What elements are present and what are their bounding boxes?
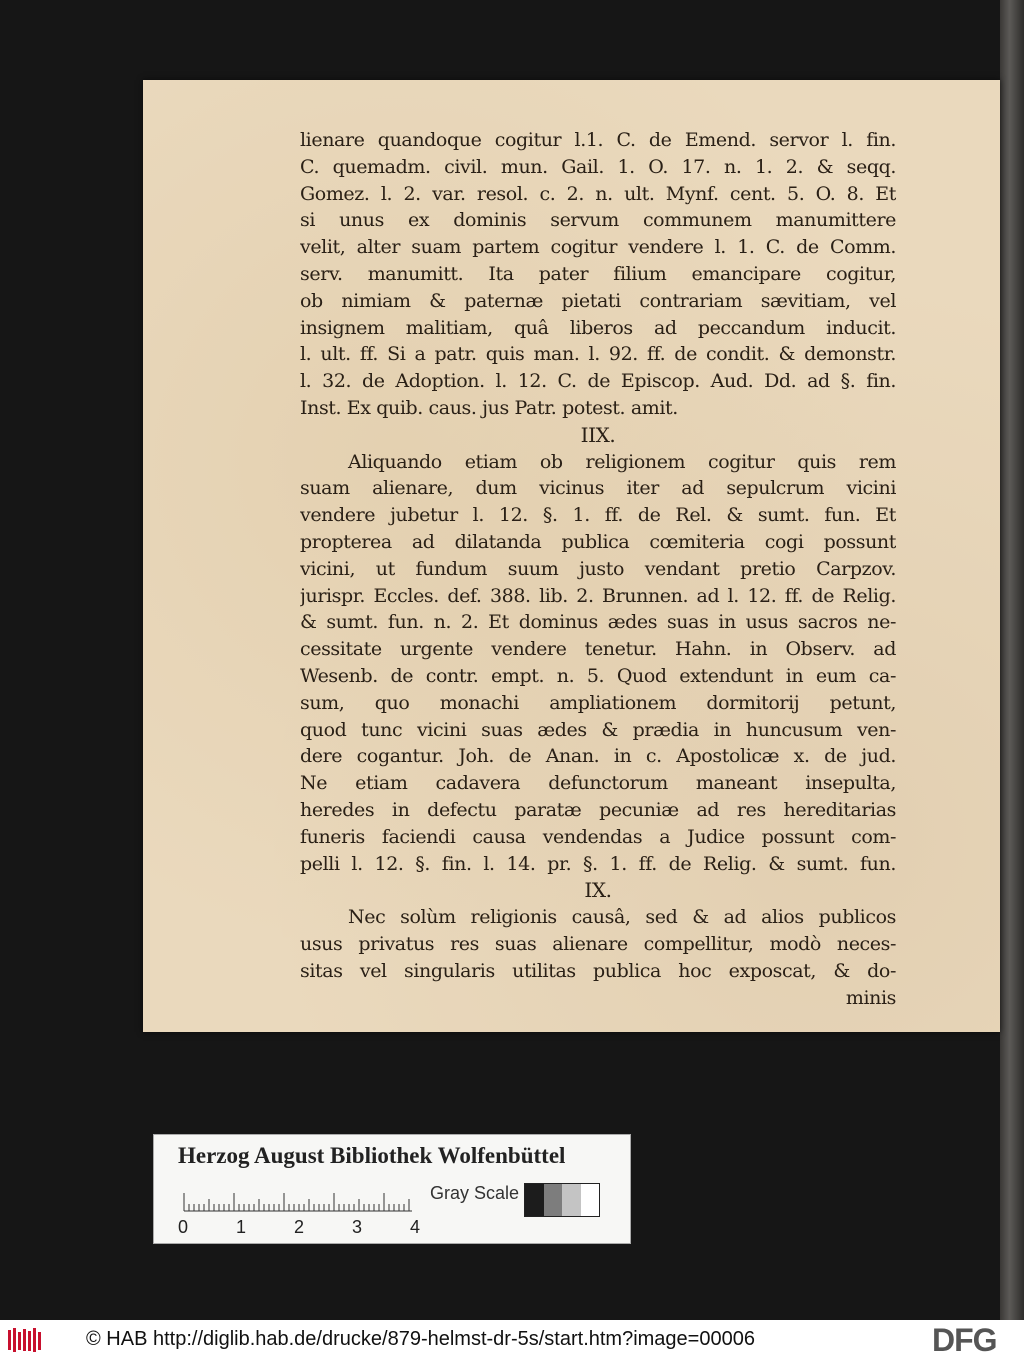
copyright-link[interactable]: © HAB http://diglib.hab.de/drucke/879-helmst-dr-5s/start.htm?image=00006 <box>86 1328 755 1350</box>
text-line: velit, alter suam partem cogitur vendere l. 1. C. de Comm. <box>300 236 896 259</box>
text-line: vicini, ut fundum suum justo vendant pretio Carpzov. <box>300 557 896 580</box>
text-line: dere cogantur. Joh. de Anan. in c. Apostolicæ x. de jud. <box>300 745 896 768</box>
gray-swatch <box>581 1184 600 1216</box>
ruler-number: 4 <box>410 1217 421 1237</box>
dfg-logo: DFG <box>932 1322 997 1358</box>
text-line: funeris faciendi causa vendendas a Judice possunt com- <box>300 825 896 848</box>
text-line: lienare quandoque cogitur l.1. C. de Emend. servor l. fin. <box>300 129 896 151</box>
text-line: l. 32. de Adoption. l. 12. C. de Episcop. Aud. Dd. ad §. fin. <box>300 370 896 393</box>
hab-logo-icon <box>6 1326 46 1354</box>
text-line: serv. manumitt. Ita pater filium emancipare cogitur, <box>300 262 896 285</box>
text-line: sum, quo monachi ampliationem dormitorij petunt, <box>300 691 896 714</box>
text-line: si unus ex dominis servum communem manumittere <box>300 209 896 232</box>
text-line: Inst. Ex quib. caus. jus Patr. potest. amit. <box>300 396 678 419</box>
text-line: Aliquando etiam ob religionem cogitur quis rem <box>348 450 896 473</box>
ruler-number: 1 <box>236 1217 247 1237</box>
text-line: & sumt. fun. n. 2. Et dominus ædes suas in usus sacros ne- <box>300 611 896 634</box>
gray-scale-label: Gray Scale <box>430 1183 520 1203</box>
text-line: Gomez. l. 2. var. resol. c. 2. n. ult. Mynf. cent. 5. O. 8. Et <box>300 182 896 205</box>
text-line: jurispr. Eccles. def. 388. lib. 2. Brunnen. ad l. 12. ff. de Relig. <box>300 584 896 607</box>
text-line: quod tunc vicini suas ædes & prædia in huncusum ven- <box>300 718 896 741</box>
text-line: heredes in defectu paratæ pecuniæ ad res hereditarias <box>300 798 896 821</box>
gray-swatch <box>525 1184 544 1216</box>
book-cover-edge <box>1000 0 1024 1320</box>
gray-scale-swatches <box>524 1183 600 1217</box>
text-line: pelli l. 12. §. fin. l. 14. pr. §. 1. ff. de Relig. & sumt. fun. <box>300 852 896 875</box>
text-line: ob nimiam & paternæ pietati contrariam sævitiam, vel <box>300 289 896 312</box>
library-reference-card <box>153 1134 631 1244</box>
text-line: Nec solùm religionis causâ, sed & ad alios publicos <box>348 906 896 929</box>
text-line: usus privatus res suas alienare compellitur, modò neces- <box>300 932 896 955</box>
ruler-number: 0 <box>178 1217 189 1237</box>
text-line: vendere jubetur l. 12. §. 1. ff. de Rel. & sumt. fun. Et <box>300 504 896 527</box>
gray-swatch <box>562 1184 581 1216</box>
section-number: IX. <box>584 878 612 903</box>
text-line: l. ult. ff. Si a patr. quis man. l. 92. ff. de condit. & demonstr. <box>300 343 896 366</box>
text-line: Ne etiam cadavera defunctorum maneant insepulta, <box>300 772 896 795</box>
ruler-number: 2 <box>294 1217 305 1237</box>
ruler-number: 3 <box>352 1217 363 1237</box>
text-line: insignem malitiam, quâ liberos ad peccandum inducit. <box>300 316 896 339</box>
text-line: suam alienare, dum vicinus iter ad sepulcrum vicini <box>300 477 896 500</box>
text-line: minis <box>845 986 896 1009</box>
text-line: sitas vel singularis utilitas publica hoc exposcat, & do- <box>300 959 896 982</box>
section-number: IIX. <box>580 422 616 447</box>
gray-swatch <box>544 1184 563 1216</box>
text-line: propterea ad dilatanda publica cœmiteria cogi possunt <box>300 530 896 553</box>
ruler-scale <box>182 1183 414 1213</box>
text-line: cessitate urgente vendere tenetur. Hahn. in Observ. ad <box>300 638 896 661</box>
page-text-block <box>300 127 896 1011</box>
library-title: Herzog August Bibliothek Wolfenbüttel <box>178 1143 566 1168</box>
text-line: C. quemadm. civil. mun. Gail. 1. O. 17. n. 1. 2. & seqq. <box>300 155 896 178</box>
footer-bar <box>0 1320 1024 1360</box>
text-line: Wesenb. de contr. empt. n. 5. Quod extendunt in eum ca- <box>300 664 896 687</box>
